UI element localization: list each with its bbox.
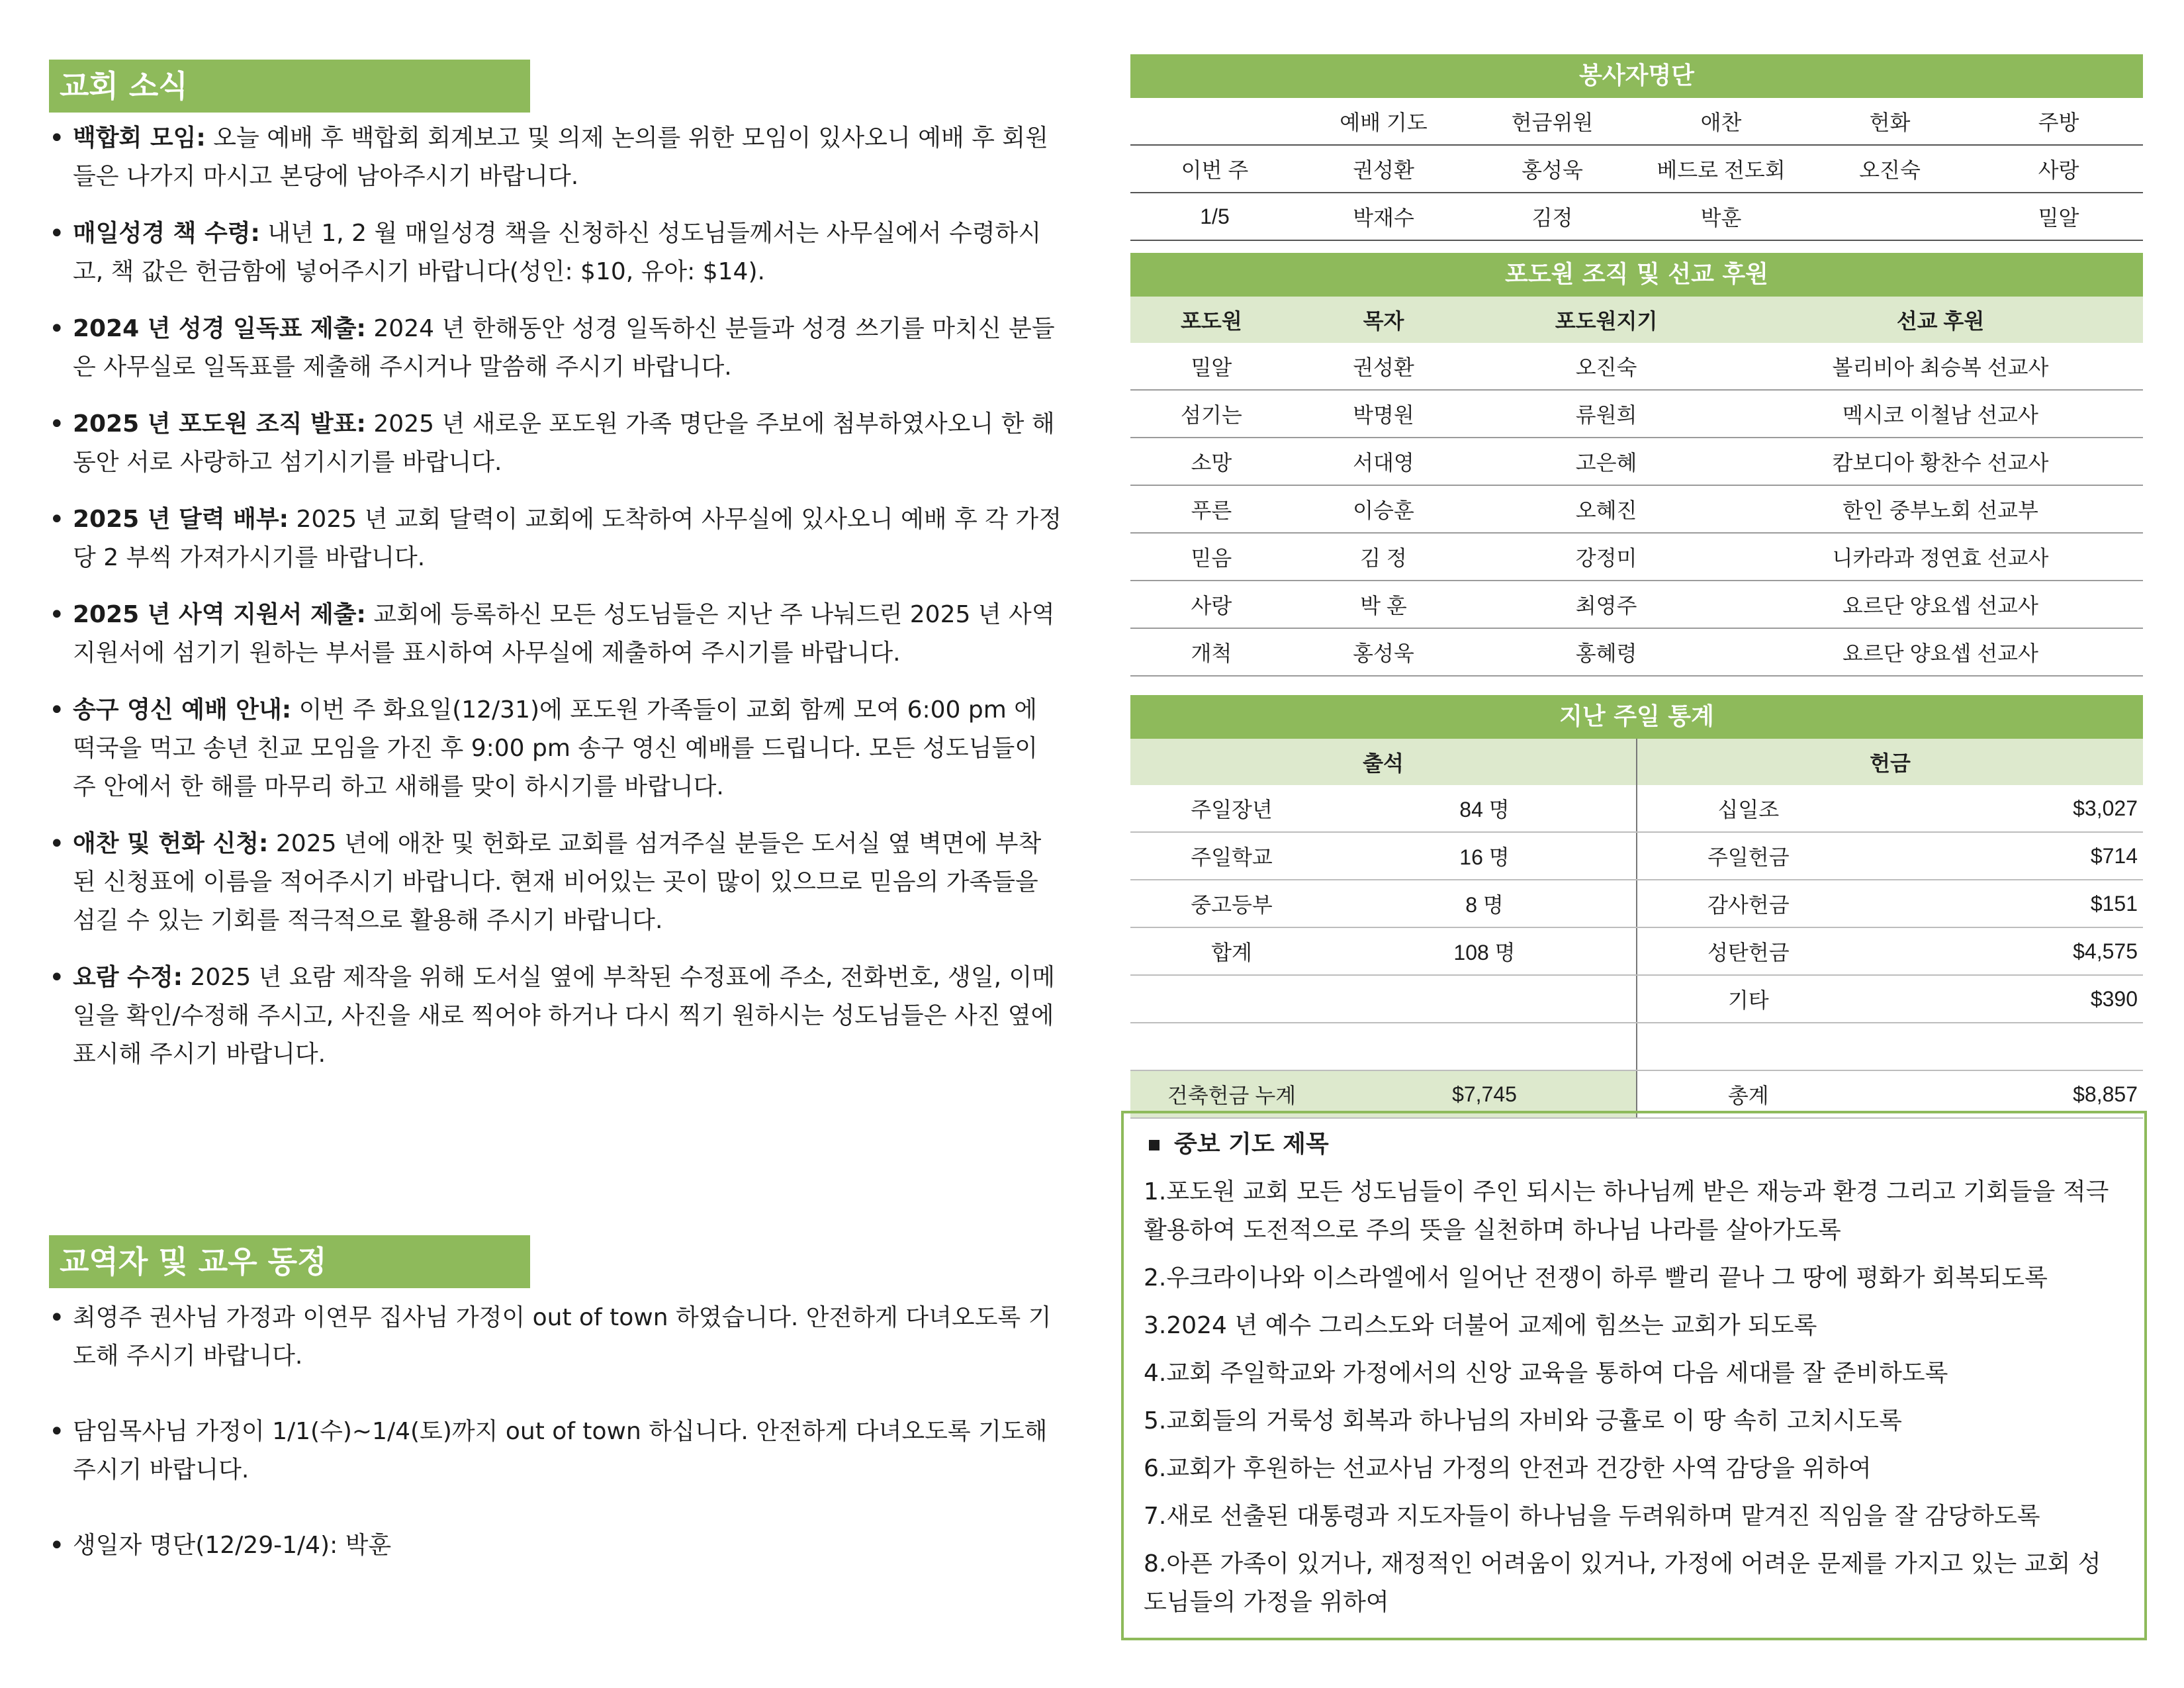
table-cell: 84 명 xyxy=(1333,785,1637,832)
news-item-label: 2025 년 달력 배부: xyxy=(73,506,289,533)
news-item-text: 2025 년 요람 제작을 위해 도서실 옆에 부착된 수정표에 주소, 전화번호, 생일, 이메일을 확인/수정해 주시고, 사진을 새로 찍어야 하거나 다시 찍기 원하시는 성도님들은 사진 옆에 표시해 주시기 바랍니다. xyxy=(73,964,1056,1068)
table-header-row xyxy=(1130,739,2143,785)
table-cell: 합계 xyxy=(1130,927,1333,975)
prayer-item: 5.교회들의 거룩성 회복과 하나님의 자비와 긍휼로 이 땅 속히 고치시도록 xyxy=(1144,1407,1902,1434)
table-cell: 홍혜령 xyxy=(1475,628,1738,676)
ministers-news-item: • 생일자 명단(12/29-1/4): 박훈 xyxy=(49,1526,1062,1565)
table-cell: 이번 주 xyxy=(1130,145,1299,193)
news-item-text: 이번 주 화요일(12/31)에 포도원 가족들이 교회 함께 모여 6:00 pm 에 떡국을 먹고 송년 친교 모임을 가진 후 9:00 pm 송구 영신 예배를 드립니다. 모든 성도님들이 주 안에서 한 해를 마무리 하고 새해를 맞이 하시기를 바랍니다. xyxy=(73,696,1038,800)
table-cell xyxy=(1637,1023,1860,1070)
table-header-cell: 선교 후원 xyxy=(1738,297,2143,343)
table-row xyxy=(1130,145,2143,193)
news-item xyxy=(49,691,1062,806)
stats-table xyxy=(1130,739,2143,1119)
table-row xyxy=(1130,975,2143,1023)
church-news-title: 교회 소식 xyxy=(49,60,530,113)
table-cell xyxy=(1130,1023,1333,1070)
table-header-cell xyxy=(1130,98,1299,145)
table-cell: 푸른 xyxy=(1130,485,1293,533)
table-header-cell: 애찬 xyxy=(1637,98,1805,145)
table-cell: 류원희 xyxy=(1475,390,1738,438)
news-item xyxy=(49,405,1062,482)
table-cell: 볼리비아 최승복 선교사 xyxy=(1738,343,2143,390)
table-cell: 박훈 xyxy=(1637,193,1805,240)
table-cell xyxy=(1130,975,1333,1023)
news-item xyxy=(49,119,1062,196)
table-cell: 요르단 양요셉 선교사 xyxy=(1738,581,2143,628)
table-row xyxy=(1130,193,2143,240)
table-header-row xyxy=(1130,297,2143,343)
table-cell: 사랑 xyxy=(1974,145,2143,193)
table-cell: 홍성욱 xyxy=(1468,145,1637,193)
table-cell: 박재수 xyxy=(1299,193,1468,240)
table-header-row xyxy=(1130,98,2143,145)
table-cell: $8,857 xyxy=(1860,1070,2143,1118)
table-row xyxy=(1130,785,2143,832)
news-item-text: 2025 년 교회 달력이 교회에 도착하여 사무실에 있사오니 예배 후 각 가정 당 2 부씩 가져가시기를 바랍니다. xyxy=(73,506,1062,571)
table-cell: 소망 xyxy=(1130,438,1293,485)
stats-title: 지난 주일 통계 xyxy=(1130,695,2143,739)
table-row xyxy=(1130,628,2143,676)
news-item-text: 교회에 등록하신 모든 성도님들은 지난 주 나눠드린 2025 년 사역 지원서에 섬기기 원하는 부서를 표시하여 사무실에 제출하여 주시기를 바랍니다. xyxy=(73,601,1055,667)
square-bullet-icon xyxy=(1149,1140,1160,1150)
news-item-label: 애찬 및 헌화 신청: xyxy=(73,830,269,857)
table-cell xyxy=(1860,1023,2143,1070)
ministers-news-item: • 최영주 권사님 가정과 이연무 집사님 가정이 out of town 하였습니다. 안전하게 다녀오도록 기도해 주시기 바랍니다. xyxy=(49,1299,1062,1376)
table-header-cell: 포도원지기 xyxy=(1475,297,1738,343)
table-cell: 권성환 xyxy=(1299,145,1468,193)
volunteers-table xyxy=(1130,98,2143,241)
table-cell: 밀알 xyxy=(1130,343,1293,390)
table-cell: 김 정 xyxy=(1293,533,1475,581)
table-cell xyxy=(1333,975,1637,1023)
news-item-label: 2024 년 성경 일독표 제출: xyxy=(73,315,366,342)
table-cell: $151 xyxy=(1860,880,2143,927)
table-cell: 주일헌금 xyxy=(1637,832,1860,880)
table-cell: 주일학교 xyxy=(1130,832,1333,880)
table-cell: $714 xyxy=(1860,832,2143,880)
table-cell: $4,575 xyxy=(1860,927,2143,975)
table-row xyxy=(1130,533,2143,581)
table-cell: 오진숙 xyxy=(1805,145,1974,193)
offering-header: 헌금 xyxy=(1637,739,2143,785)
news-item-label: 2025 년 포도원 조직 발표: xyxy=(73,410,366,438)
church-news-list xyxy=(49,119,1062,1092)
table-row xyxy=(1130,1023,2143,1070)
prayer-item: 8.아픈 가족이 있거나, 재정적인 어려움이 있거나, 가정에 어려운 문제를 가지고 있는 교회 성도님들의 가정을 위하여 xyxy=(1144,1550,2101,1616)
table-header-cell: 포도원 xyxy=(1130,297,1293,343)
news-item-text: 2024 년 한해동안 성경 일독하신 분들과 성경 쓰기를 마치신 분들은 사무실로 일독표를 제출해 주시거나 말씀해 주시기 바랍니다. xyxy=(73,315,1055,381)
table-row xyxy=(1130,581,2143,628)
news-item-label: 매일성경 책 수령: xyxy=(73,220,260,247)
table-cell: 십일조 xyxy=(1637,785,1860,832)
table-cell: 오진숙 xyxy=(1475,343,1738,390)
ministers-news-item: • 담임목사님 가정이 1/1(수)~1/4(토)까지 out of town 하십니다. 안전하게 다녀오도록 기도해 주시기 바랍니다. xyxy=(49,1413,1062,1489)
table-cell: 성탄헌금 xyxy=(1637,927,1860,975)
news-item xyxy=(49,214,1062,291)
table-cell: 박명원 xyxy=(1293,390,1475,438)
news-item-label: 백합회 모임: xyxy=(73,124,206,152)
vineyard-section xyxy=(1130,253,2143,677)
table-header-cell: 예배 기도 xyxy=(1299,98,1468,145)
table-cell: 캄보디아 황찬수 선교사 xyxy=(1738,438,2143,485)
news-item xyxy=(49,310,1062,387)
table-cell xyxy=(1805,193,1974,240)
news-item-text: 2025 년에 애찬 및 헌화로 교회를 섬겨주실 분들은 도서실 옆 벽면에 부착된 신청표에 이름을 적어주시기 바랍니다. 현재 비어있는 곳이 많이 있으므로 믿음의 가족들을 섬길 수 있는 기회를 적극적으로 활용해 주시기 바랍니다. xyxy=(73,830,1042,934)
table-cell: 니카라과 정연효 선교사 xyxy=(1738,533,2143,581)
table-row xyxy=(1130,438,2143,485)
prayer-item: 6.교회가 후원하는 선교사님 가정의 안전과 건강한 사역 감당을 위하여 xyxy=(1144,1455,1872,1482)
table-cell: 주일장년 xyxy=(1130,785,1333,832)
prayer-item: 7.새로 선출된 대통령과 지도자들이 하나님을 두려워하며 맡겨진 직임을 잘 감당하도록 xyxy=(1144,1503,2040,1530)
table-row xyxy=(1130,832,2143,880)
table-cell xyxy=(1333,1023,1637,1070)
news-item xyxy=(49,500,1062,577)
news-item-label: 요람 수정: xyxy=(73,964,183,991)
table-row xyxy=(1130,343,2143,390)
news-item xyxy=(49,596,1062,673)
table-cell: 멕시코 이철남 선교사 xyxy=(1738,390,2143,438)
prayer-title: 중보 기도 제목 xyxy=(1174,1131,1329,1158)
table-header-cell: 헌화 xyxy=(1805,98,1974,145)
table-cell: 요르단 양요셉 선교사 xyxy=(1738,628,2143,676)
volunteers-section xyxy=(1130,54,2143,241)
table-cell: 최영주 xyxy=(1475,581,1738,628)
table-cell: 한인 중부노회 선교부 xyxy=(1738,485,2143,533)
table-cell: 박 훈 xyxy=(1293,581,1475,628)
news-item-label: 2025 년 사역 지원서 제출: xyxy=(73,601,366,628)
prayer-item: 2.우크라이나와 이스라엘에서 일어난 전쟁이 하루 빨리 끝나 그 땅에 평화가 회복되도록 xyxy=(1144,1264,2048,1291)
table-row xyxy=(1130,927,2143,975)
ministers-news-title: 교역자 및 교우 동정 xyxy=(49,1235,530,1288)
table-row xyxy=(1130,390,2143,438)
prayer-item: 4.교회 주일학교와 가정에서의 신앙 교육을 통하여 다음 세대를 잘 준비하도록 xyxy=(1144,1360,1948,1387)
table-cell: 사랑 xyxy=(1130,581,1293,628)
table-cell: $3,027 xyxy=(1860,785,2143,832)
table-cell: 16 명 xyxy=(1333,832,1637,880)
volunteers-title: 봉사자명단 xyxy=(1130,54,2143,98)
table-header-cell: 주방 xyxy=(1974,98,2143,145)
prayer-list xyxy=(1144,1173,2122,1622)
table-cell: 밀알 xyxy=(1974,193,2143,240)
table-cell: $7,745 xyxy=(1333,1070,1637,1118)
table-cell: 기타 xyxy=(1637,975,1860,1023)
prayer-item: 3.2024 년 예수 그리스도와 더불어 교제에 힘쓰는 교회가 되도록 xyxy=(1144,1312,1817,1339)
table-header-cell: 헌금위원 xyxy=(1468,98,1637,145)
ministers-news-list xyxy=(49,1299,1062,1602)
table-cell: 이승훈 xyxy=(1293,485,1475,533)
attendance-header: 출석 xyxy=(1130,739,1637,785)
table-cell: 섬기는 xyxy=(1130,390,1293,438)
table-cell: 서대영 xyxy=(1293,438,1475,485)
table-cell: 1/5 xyxy=(1130,193,1299,240)
news-item xyxy=(49,825,1062,940)
table-cell: 건축헌금 누계 xyxy=(1130,1070,1333,1118)
table-header-cell: 목자 xyxy=(1293,297,1475,343)
vineyard-table xyxy=(1130,297,2143,677)
table-cell: 홍성욱 xyxy=(1293,628,1475,676)
table-cell: 고은혜 xyxy=(1475,438,1738,485)
table-cell: 중고등부 xyxy=(1130,880,1333,927)
prayer-title-row xyxy=(1144,1125,2122,1164)
table-cell: 권성환 xyxy=(1293,343,1475,390)
news-item xyxy=(49,959,1062,1074)
table-row xyxy=(1130,485,2143,533)
prayer-box xyxy=(1121,1111,2147,1640)
news-item-text: 2025 년 새로운 포도원 가족 명단을 주보에 첨부하였사오니 한 해 동안 서로 사랑하고 섬기시기를 바랍니다. xyxy=(73,410,1055,476)
news-item-text: 내년 1, 2 월 매일성경 책을 신청하신 성도님들께서는 사무실에서 수령하시고, 책 값은 헌금함에 넣어주시기 바랍니다(성인: $10, 유아: $14). xyxy=(73,220,1042,285)
stats-section xyxy=(1130,695,2143,1119)
vineyard-title: 포도원 조직 및 선교 후원 xyxy=(1130,253,2143,297)
table-cell: $390 xyxy=(1860,975,2143,1023)
table-cell: 김정 xyxy=(1468,193,1637,240)
table-row xyxy=(1130,880,2143,927)
news-item-label: 송구 영신 예배 안내: xyxy=(73,696,292,724)
table-cell: 감사헌금 xyxy=(1637,880,1860,927)
table-cell: 8 명 xyxy=(1333,880,1637,927)
news-item-text: 오늘 예배 후 백합회 회계보고 및 의제 논의를 위한 모임이 있사오니 예배 후 회원들은 나가지 마시고 본당에 남아주시기 바랍니다. xyxy=(73,124,1048,190)
table-cell: 총계 xyxy=(1637,1070,1860,1118)
table-cell: 108 명 xyxy=(1333,927,1637,975)
table-cell: 오혜진 xyxy=(1475,485,1738,533)
table-cell: 믿음 xyxy=(1130,533,1293,581)
table-cell: 베드로 전도회 xyxy=(1637,145,1805,193)
table-cell: 개척 xyxy=(1130,628,1293,676)
prayer-item: 1.포도원 교회 모든 성도님들이 주인 되시는 하나님께 받은 재능과 환경 그리고 기회들을 적극 활용하여 도전적으로 주의 뜻을 실천하며 하나님 나라를 살아가도록 xyxy=(1144,1178,2109,1244)
table-cell: 강정미 xyxy=(1475,533,1738,581)
